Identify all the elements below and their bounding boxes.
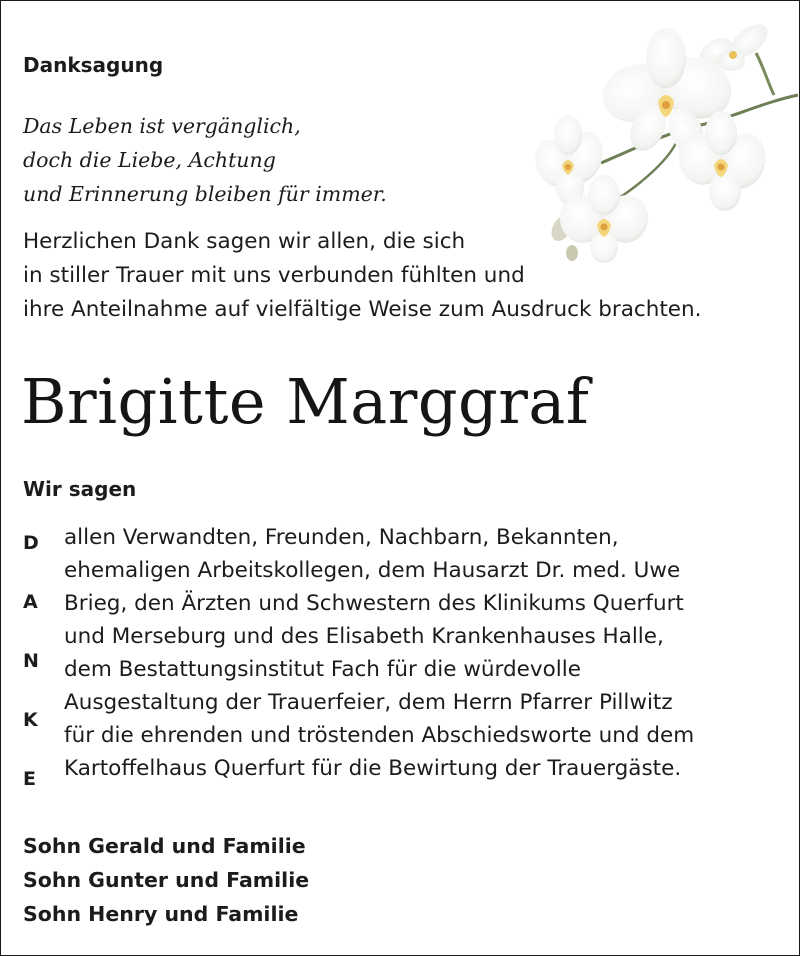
deceased-name: Brigitte Marggraf: [21, 365, 590, 438]
motto-line: doch die Liebe, Achtung: [23, 148, 276, 172]
thanks-line: Herzlichen Dank sagen wir allen, die sich: [23, 229, 466, 254]
signature-line: Sohn Gerald und Familie: [23, 834, 306, 858]
body-line: Brieg, den Ärzten und Schwestern des Klinikums Querfurt: [64, 591, 684, 616]
motto-line: und Erinnerung bleiben für immer.: [23, 182, 387, 206]
subheading: Wir sagen: [23, 477, 137, 501]
motto-line: Das Leben ist vergänglich,: [23, 114, 301, 138]
body-line: ehemaligen Arbeitskollegen, dem Hausarzt Dr. med. Uwe: [64, 558, 681, 583]
signatures: [23, 829, 309, 931]
danke-acrostic: [23, 523, 53, 818]
body-line: und Merseburg und des Elisabeth Krankenhauses Halle,: [64, 624, 664, 649]
danke-letter: E: [23, 768, 36, 790]
body-line: allen Verwandten, Freunden, Nachbarn, Bekannten,: [64, 525, 619, 550]
motto: [23, 109, 387, 211]
body-line: dem Bestattungsinstitut Fach für die würdevolle: [64, 657, 581, 682]
signature-line: Sohn Gunter und Familie: [23, 868, 310, 892]
danke-letter: K: [23, 709, 38, 731]
danke-letter: D: [23, 532, 39, 554]
signature-line: Sohn Henry und Familie: [23, 902, 299, 926]
thanks-line: ihre Anteilnahme auf vielfältige Weise zum Ausdruck brachten.: [23, 297, 702, 322]
body-line: Ausgestaltung der Trauerfeier, dem Herrn Pfarrer Pillwitz: [64, 690, 673, 715]
danke-letter: A: [23, 591, 38, 613]
body-line: für die ehrenden und tröstenden Abschiedsworte und dem: [64, 723, 695, 748]
thanks-line: in stiller Trauer mit uns verbunden fühlten und: [23, 263, 525, 288]
body-line: Kartoffelhaus Querfurt für die Bewirtung der Trauergäste.: [64, 756, 682, 781]
acknowledgement-text: [64, 521, 786, 785]
notice-heading: Danksagung: [23, 53, 164, 77]
thanks-text: [23, 225, 701, 327]
danke-letter: N: [23, 650, 39, 672]
